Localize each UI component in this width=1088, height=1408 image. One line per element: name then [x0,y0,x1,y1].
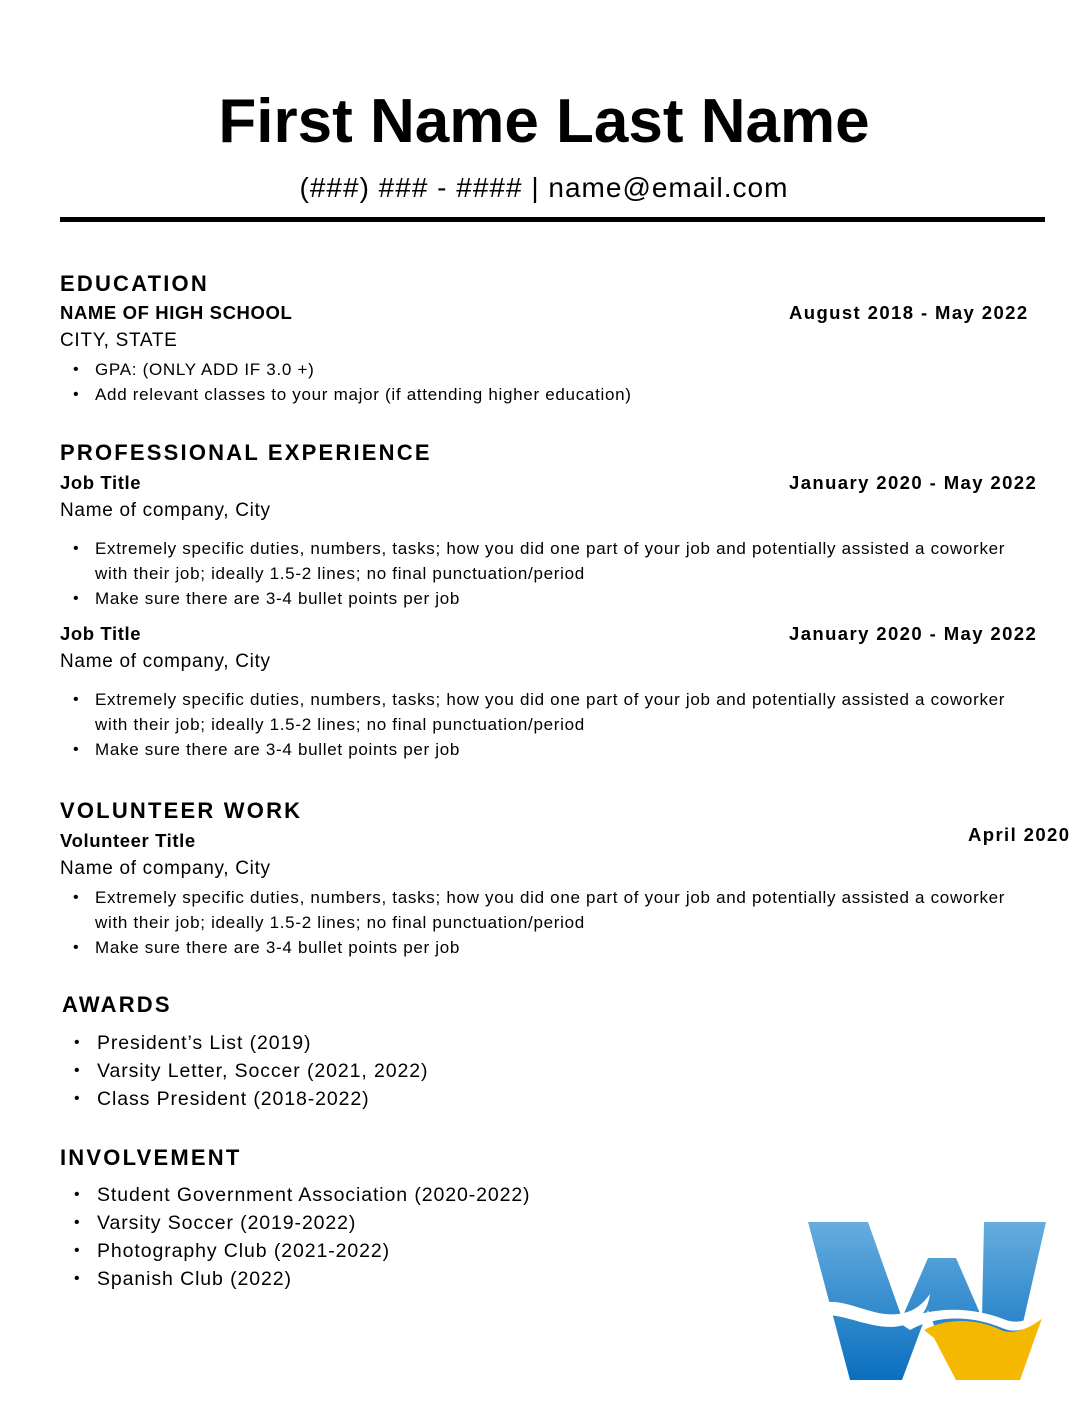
list-item: • Extremely specific duties, numbers, tasks; how you did one part of your job and potentially assisted a coworker with their job; ideally 1.5-2 lines; no final punctuation/period [60,885,1015,935]
list-item: • Photography Club (2021-2022) [60,1237,530,1265]
list-item: • President’s List (2019) [60,1029,428,1057]
section-heading-involvement: INVOLVEMENT [60,1145,242,1170]
resume-name: First Name Last Name [218,87,870,156]
section-heading-awards: AWARDS [62,992,172,1017]
header-divider [60,217,1045,222]
w-wave-logo-icon [806,1218,1050,1380]
list-item: • Make sure there are 3-4 bullet points per job [60,737,1015,762]
volunteer-title: Volunteer Title [60,830,196,851]
volunteer-bullets [60,885,1015,960]
list-item: • Class President (2018-2022) [60,1085,428,1113]
job-dates: January 2020 - May 2022 [789,623,1038,644]
section-heading-experience: PROFESSIONAL EXPERIENCE [60,440,432,465]
job-title: Job Title [60,472,142,493]
school-name: NAME OF HIGH SCHOOL [60,302,293,323]
education-dates: August 2018 - May 2022 [789,302,1029,323]
job-company: Name of company, City [60,651,271,672]
job-dates: January 2020 - May 2022 [789,472,1038,493]
job-bullets [60,687,1015,762]
section-heading-volunteer: VOLUNTEER WORK [60,798,303,823]
job-title: Job Title [60,623,142,644]
job-company: Name of company, City [60,500,271,521]
list-item: • Varsity Letter, Soccer (2021, 2022) [60,1057,428,1085]
volunteer-company: Name of company, City [60,858,271,879]
list-item: • Make sure there are 3-4 bullet points per job [60,935,1015,960]
list-item: • Add relevant classes to your major (if attending higher education) [60,382,632,407]
involvement-list [60,1181,530,1293]
volunteer-dates: April 2020 [968,824,1071,845]
awards-list [60,1029,428,1113]
list-item: • GPA: (ONLY ADD IF 3.0 +) [60,357,632,382]
list-item: • Spanish Club (2022) [60,1265,530,1293]
education-bullets [60,357,632,407]
list-item: • Extremely specific duties, numbers, tasks; how you did one part of your job and potentially assisted a coworker with their job; ideally 1.5-2 lines; no final punctuation/period [60,536,1015,586]
list-item: • Extremely specific duties, numbers, tasks; how you did one part of your job and potentially assisted a coworker with their job; ideally 1.5-2 lines; no final punctuation/period [60,687,1015,737]
contact-line: (###) ### - #### | name@email.com [299,172,789,203]
list-item: • Student Government Association (2020-2022) [60,1181,530,1209]
list-item: • Varsity Soccer (2019-2022) [60,1209,530,1237]
school-location: CITY, STATE [60,330,178,351]
section-heading-education: EDUCATION [60,271,209,296]
job-bullets [60,536,1015,611]
list-item: • Make sure there are 3-4 bullet points per job [60,586,1015,611]
